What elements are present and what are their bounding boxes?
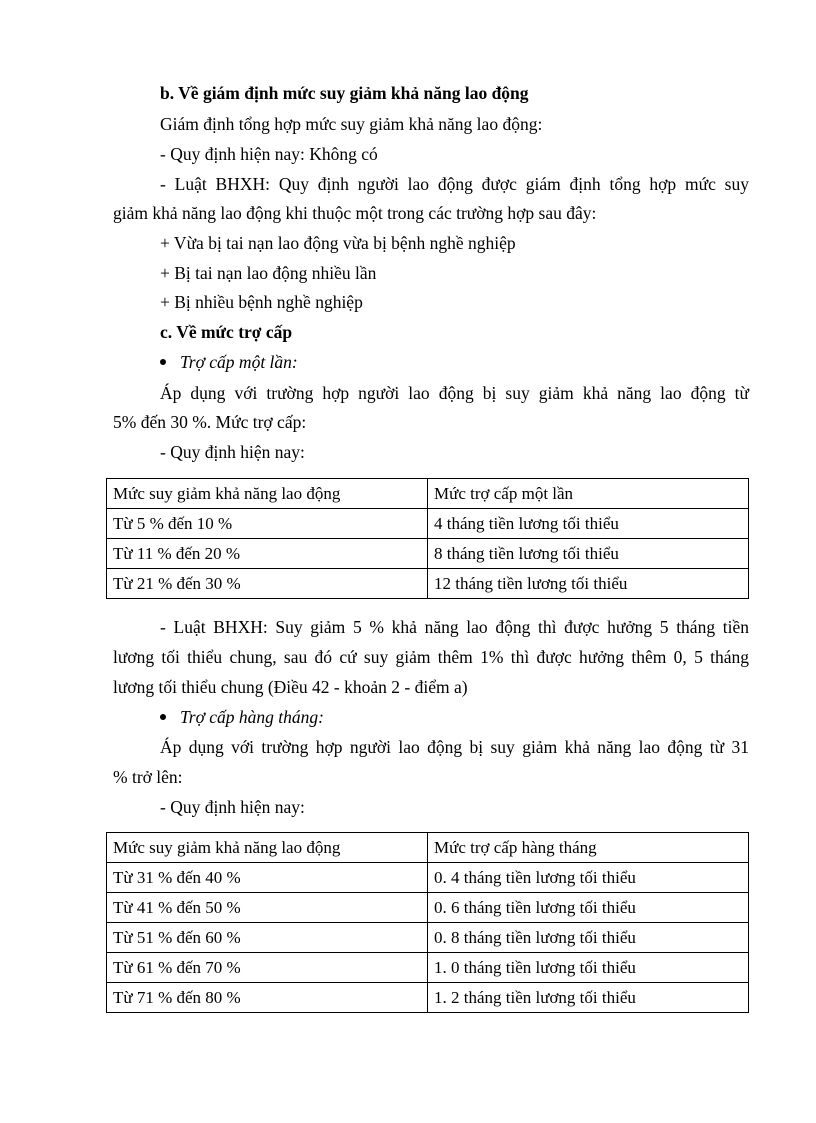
table-cell: Từ 51 % đến 60 % xyxy=(107,923,428,953)
table-row xyxy=(107,509,749,539)
table-row xyxy=(107,539,749,569)
monthly-table xyxy=(106,832,749,1013)
table-header-cell: Mức trợ cấp hàng tháng xyxy=(428,833,749,863)
bullet-icon xyxy=(160,714,166,720)
table-cell: Từ 71 % đến 80 % xyxy=(107,983,428,1013)
table-cell: 0. 4 tháng tiền lương tối thiểu xyxy=(428,863,749,893)
section-b-law-line-1: - Luật BHXH: Quy định người lao động được giám định tổng hợp mức suy xyxy=(160,174,749,194)
table-cell: 8 tháng tiền lương tối thiểu xyxy=(428,539,749,569)
table-header-cell: Mức suy giảm khả năng lao động xyxy=(107,833,428,863)
case-item: + Bị tai nạn lao động nhiều lần xyxy=(160,263,377,283)
section-b-intro: Giám định tổng hợp mức suy giảm khả năng lao động: xyxy=(160,114,543,134)
bullet-icon xyxy=(160,359,166,365)
table-cell: Từ 11 % đến 20 % xyxy=(107,539,428,569)
table-cell: 1. 2 tháng tiền lương tối thiểu xyxy=(428,983,749,1013)
one-time-law-line-1: - Luật BHXH: Suy giảm 5 % khả năng lao động thì được hưởng 5 tháng tiền xyxy=(160,617,749,637)
one-time-apply-line-1: Áp dụng với trường hợp người lao động bị suy giảm khả năng lao động từ xyxy=(160,383,749,403)
one-time-law-line-3: lương tối thiểu chung (Điều 42 - khoản 2 - điểm a) xyxy=(113,677,468,697)
table-cell: Từ 41 % đến 50 % xyxy=(107,893,428,923)
section-b-current-rule: - Quy định hiện nay: Không có xyxy=(160,144,378,164)
case-item: + Vừa bị tai nạn lao động vừa bị bệnh nghề nghiệp xyxy=(160,233,516,253)
table-cell: 0. 8 tháng tiền lương tối thiểu xyxy=(428,923,749,953)
one-time-current-rule: - Quy định hiện nay: xyxy=(160,442,305,462)
one-time-table xyxy=(106,478,749,599)
table-row xyxy=(107,893,749,923)
one-time-title: Trợ cấp một lần: xyxy=(180,352,298,372)
case-item: + Bị nhiều bệnh nghề nghiệp xyxy=(160,292,363,312)
table-row xyxy=(107,569,749,599)
table-row xyxy=(107,923,749,953)
monthly-apply-line-2: % trở lên: xyxy=(113,767,183,787)
table-cell: 1. 0 tháng tiền lương tối thiểu xyxy=(428,953,749,983)
table-cell: Từ 21 % đến 30 % xyxy=(107,569,428,599)
table-header-cell: Mức suy giảm khả năng lao động xyxy=(107,479,428,509)
section-b-heading: b. Về giám định mức suy giảm khả năng lao động xyxy=(160,83,529,103)
monthly-title: Trợ cấp hàng tháng: xyxy=(180,707,324,727)
table-row xyxy=(107,983,749,1013)
table-cell: 0. 6 tháng tiền lương tối thiểu xyxy=(428,893,749,923)
table-cell: Từ 31 % đến 40 % xyxy=(107,863,428,893)
one-time-law-line-2: lương tối thiểu chung, sau đó cứ suy giảm thêm 1% thì được hưởng thêm 0, 5 tháng xyxy=(113,647,749,667)
table-row xyxy=(107,863,749,893)
one-time-apply-line-2: 5% đến 30 %. Mức trợ cấp: xyxy=(113,412,307,432)
table-cell: Từ 5 % đến 10 % xyxy=(107,509,428,539)
monthly-apply-line-1: Áp dụng với trường hợp người lao động bị suy giảm khả năng lao động từ 31 xyxy=(160,737,749,757)
monthly-current-rule: - Quy định hiện nay: xyxy=(160,797,305,817)
table-row xyxy=(107,953,749,983)
monthly-bullet xyxy=(160,706,324,728)
table-cell: 4 tháng tiền lương tối thiểu xyxy=(428,509,749,539)
table-header-row xyxy=(107,833,749,863)
table-header-cell: Mức trợ cấp một lần xyxy=(428,479,749,509)
table-header-row xyxy=(107,479,749,509)
table-cell: 12 tháng tiền lương tối thiểu xyxy=(428,569,749,599)
table-cell: Từ 61 % đến 70 % xyxy=(107,953,428,983)
section-c-heading: c. Về mức trợ cấp xyxy=(160,322,293,342)
one-time-bullet xyxy=(160,351,298,373)
section-b-law-line-2: giảm khả năng lao động khi thuộc một trong các trường hợp sau đây: xyxy=(113,203,597,223)
